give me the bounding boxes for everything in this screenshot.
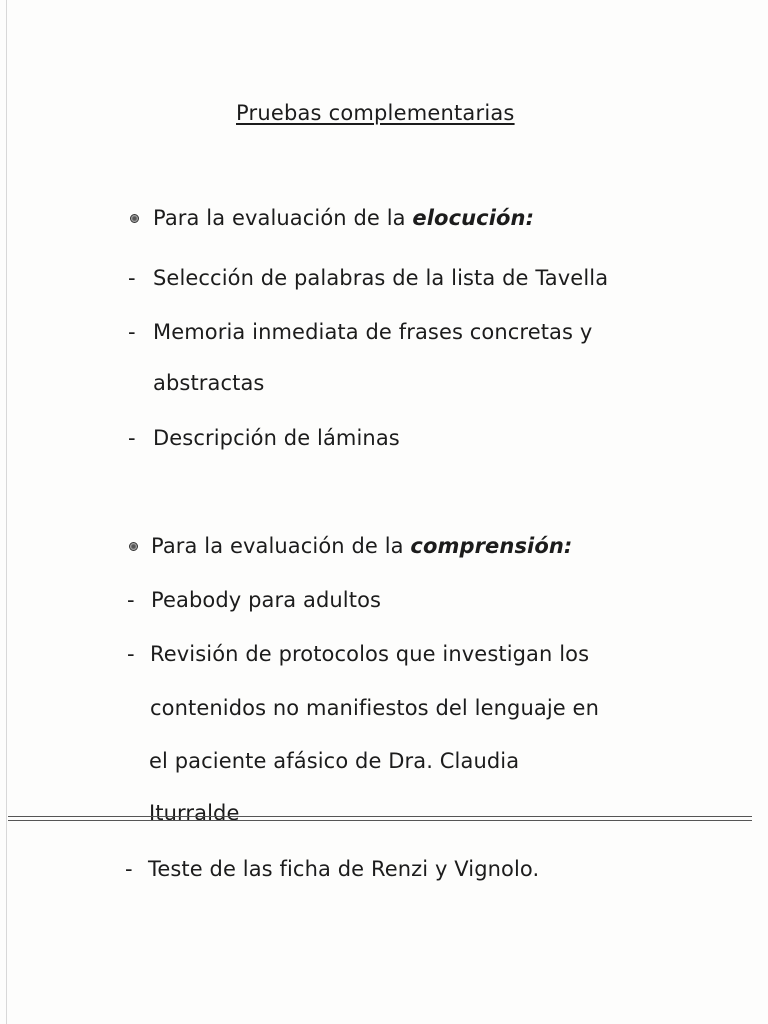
heading-prefix: Para la evaluación de la (153, 206, 406, 230)
heading-prefix: Para la evaluación de la (151, 534, 404, 558)
section-heading-elocucion (153, 206, 534, 230)
dash-marker: - (125, 857, 133, 881)
list-item: Teste de las ficha de Renzi y Vignolo. (148, 857, 540, 881)
heading-emphasis: comprensión: (410, 534, 573, 558)
heading-emphasis: elocución: (412, 206, 535, 230)
list-item: Memoria inmediata de frases concretas y (153, 320, 593, 344)
page-title: Pruebas complementarias (236, 101, 515, 125)
list-item: Selección de palabras de la lista de Tavella (153, 266, 609, 290)
list-item: Descripción de láminas (153, 426, 400, 450)
strike-rule (8, 816, 752, 817)
dash-marker: - (128, 266, 136, 290)
bullet-icon (130, 214, 139, 223)
list-item-continuation: el paciente afásico de Dra. Claudia (149, 749, 520, 773)
list-item-continuation: abstractas (153, 371, 265, 395)
bullet-icon (129, 542, 138, 551)
page-edge-line (6, 0, 7, 1024)
dash-marker: - (127, 642, 135, 666)
section-heading-comprension (151, 534, 572, 558)
list-item-continuation: Iturralde (149, 801, 240, 825)
dash-marker: - (128, 426, 136, 450)
dash-marker: - (127, 588, 135, 612)
list-item-continuation: contenidos no manifiestos del lenguaje en (150, 696, 599, 720)
list-item: Peabody para adultos (151, 588, 382, 612)
strike-rule (8, 820, 752, 821)
list-item: Revisión de protocolos que investigan los (150, 642, 590, 666)
dash-marker: - (128, 320, 136, 344)
